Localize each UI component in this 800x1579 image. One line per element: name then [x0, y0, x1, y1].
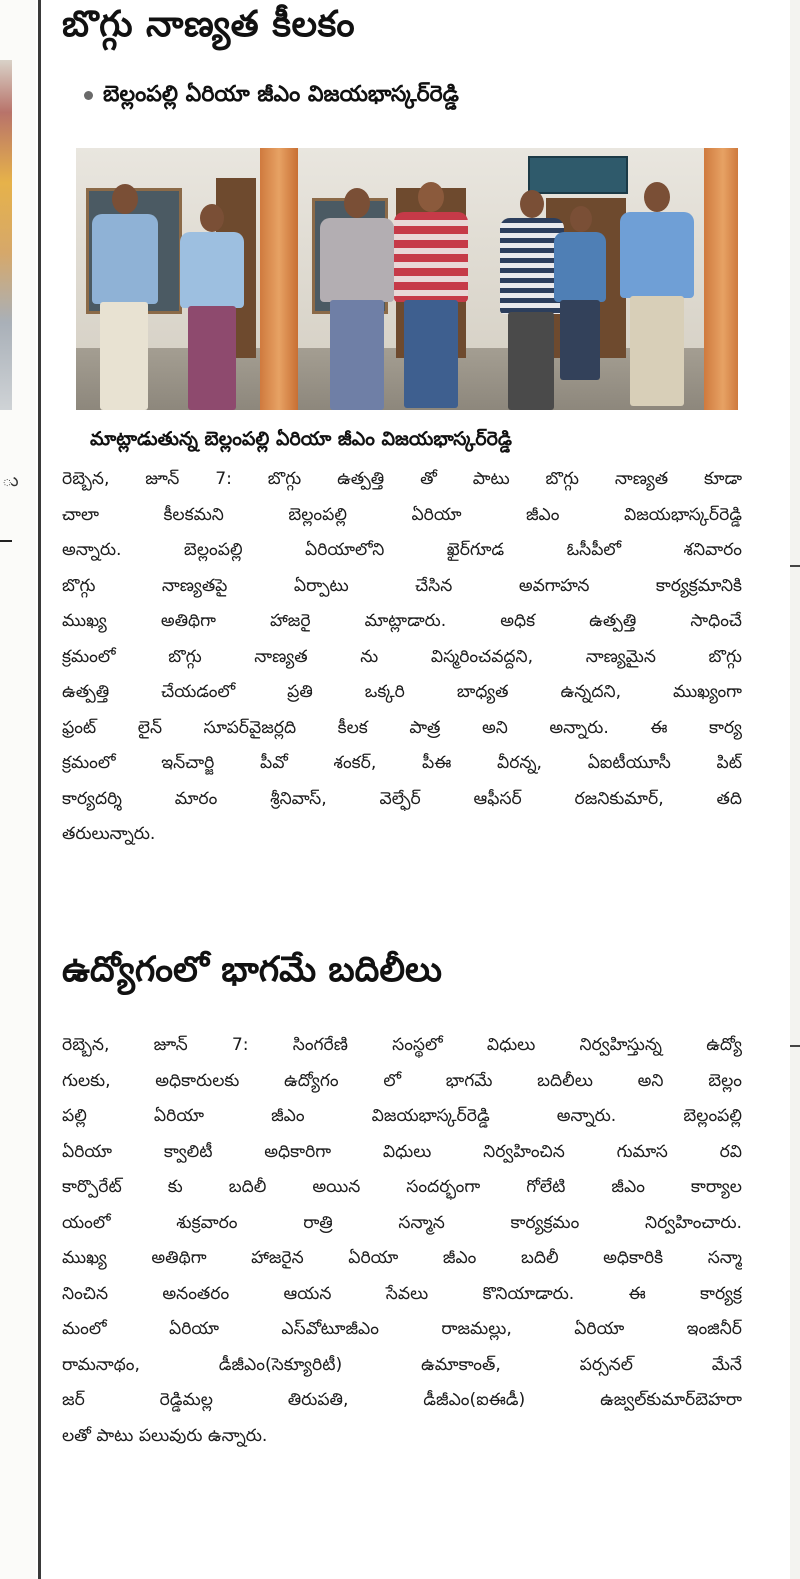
photo-pillar [260, 148, 298, 410]
body-line: లతో పాటు పలువురు ఉన్నారు. [62, 1425, 268, 1446]
adjacent-text-fragment: ు [2, 470, 19, 491]
right-column-edge [790, 0, 800, 1579]
right-edge-rule [790, 1045, 800, 1047]
body-line: చాలా కీలకమని బెల్లంపల్లి ఏరియా జీఎం విజయభాస్కర్‌రెడ్డి [62, 504, 742, 525]
article-body [62, 462, 742, 853]
body-line: బొగ్గు నాణ్యతపై ఏర్పాటు చేసిన అవగాహన కార్యక్రమానికి [62, 575, 742, 596]
column-divider [38, 0, 41, 1579]
body-line: అన్నారు. బెల్లంపల్లి ఏరియాలోని ఖైర్‌గూడ ఓసీపీలో శనివారం [62, 540, 742, 560]
body-line: రెబ్బెన, జూన్ 7: బొగ్గు ఉత్పత్తి తో పాటు బొగ్గు నాణ్యత కూడా [62, 469, 742, 489]
article-subheading [84, 82, 459, 112]
body-line: ముఖ్య అతిథిగా హాజరై మాట్లాడారు. అధిక ఉత్పత్తి సాధించే [62, 611, 742, 631]
body-line: జర్ రెడ్డిమల్ల తిరుపతి, డీజీఎం(ఐఈడీ) ఉజ్వల్‌కుమార్‌బెహరా [62, 1390, 742, 1410]
body-line: ఫ్రంట్ లైన్ సూపర్‌వైజర్లది కీలక పాత్ర అని అన్నారు. ఈ కార్య [62, 717, 742, 738]
body-line: కార్యదర్శి మారం శ్రీనివాస్, వెల్ఫేర్ ఆఫీసర్ రజనికుమార్, తది [62, 788, 742, 809]
second-article-headline: ఉద్యోగంలో భాగమే బదిలీలు [62, 950, 442, 990]
photo-pillar [704, 148, 738, 410]
body-line: ఉత్పత్తి చేయడంలో ప్రతి ఒక్కరి బాధ్యత ఉన్నదని, ముఖ్యంగా [62, 682, 742, 702]
body-line: రెబ్బెన, జూన్ 7: సింగరేణి సంస్థలో విధులు నిర్వహిస్తున్న ఉద్యో [62, 1035, 742, 1055]
second-article-body [62, 1028, 742, 1454]
photo-signboard [528, 156, 628, 194]
body-line: యంలో శుక్రవారం రాత్రి సన్మాన కార్యక్రమం నిర్వహించారు. [62, 1212, 742, 1233]
adjacent-rule [0, 540, 12, 542]
body-line: ముఖ్య అతిథిగా హాజరైన ఏరియా జీఎం బదిలీ అధికారికి సన్మా [62, 1248, 742, 1268]
body-line: రామనాథం, డీజీఎం(సెక్యూరిటీ) ఉమాకాంత్, పర్సనల్ మేనే [62, 1354, 742, 1375]
body-line: మంలో ఏరియా ఎస్‌వోటూజీఎం రాజమల్లు, ఏరియా ఇంజినీర్ [62, 1319, 742, 1339]
photo-caption: మాట్లాడుతున్న బెల్లంపల్లి ఏరియా జీఎం విజయభాస్కర్‌రెడ్డి [90, 428, 512, 450]
right-edge-rule [790, 565, 800, 567]
body-line: తరులున్నారు. [62, 824, 156, 844]
article-headline: బొగ్గు నాణ్యత కీలకం [62, 4, 356, 45]
adjacent-photo-fragment [0, 60, 12, 410]
body-line: గులకు, అధికారులకు ఉద్యోగం లో భాగమే బదిలీలు అని బెల్లం [62, 1070, 742, 1091]
body-line: ఏరియా క్వాలిటీ అధికారిగా విధులు నిర్వహించిన గుమాస రవి [62, 1141, 742, 1162]
body-line: కార్పొరేట్ కు బదిలీ అయిన సందర్భంగా గోలేటి జీఎం కార్యాల [62, 1177, 742, 1197]
adjacent-column-fragment [0, 0, 36, 1579]
body-line: నించిన అనంతరం ఆయన సేవలు కొనియాడారు. ఈ కార్యక్ర [62, 1283, 742, 1304]
body-line: క్రమంలో ఇన్‌చార్జి పీవో శంకర్, పీఈ వీరన్న, ఏఐటీయూసీ పిట్ [62, 753, 742, 773]
article-photo [76, 148, 738, 410]
body-line: క్రమంలో బొగ్గు నాణ్యత ను విస్మరించవద్దని, నాణ్యమైన బొగ్గు [62, 646, 742, 667]
bullet-icon [84, 91, 93, 100]
subheading-text: బెల్లంపల్లి ఏరియా జీఎం విజయభాస్కర్‌రెడ్డి [103, 82, 459, 107]
body-line: పల్లి ఏరియా జీఎం విజయభాస్కర్‌రెడ్డి అన్నారు. బెల్లంపల్లి [62, 1106, 742, 1126]
